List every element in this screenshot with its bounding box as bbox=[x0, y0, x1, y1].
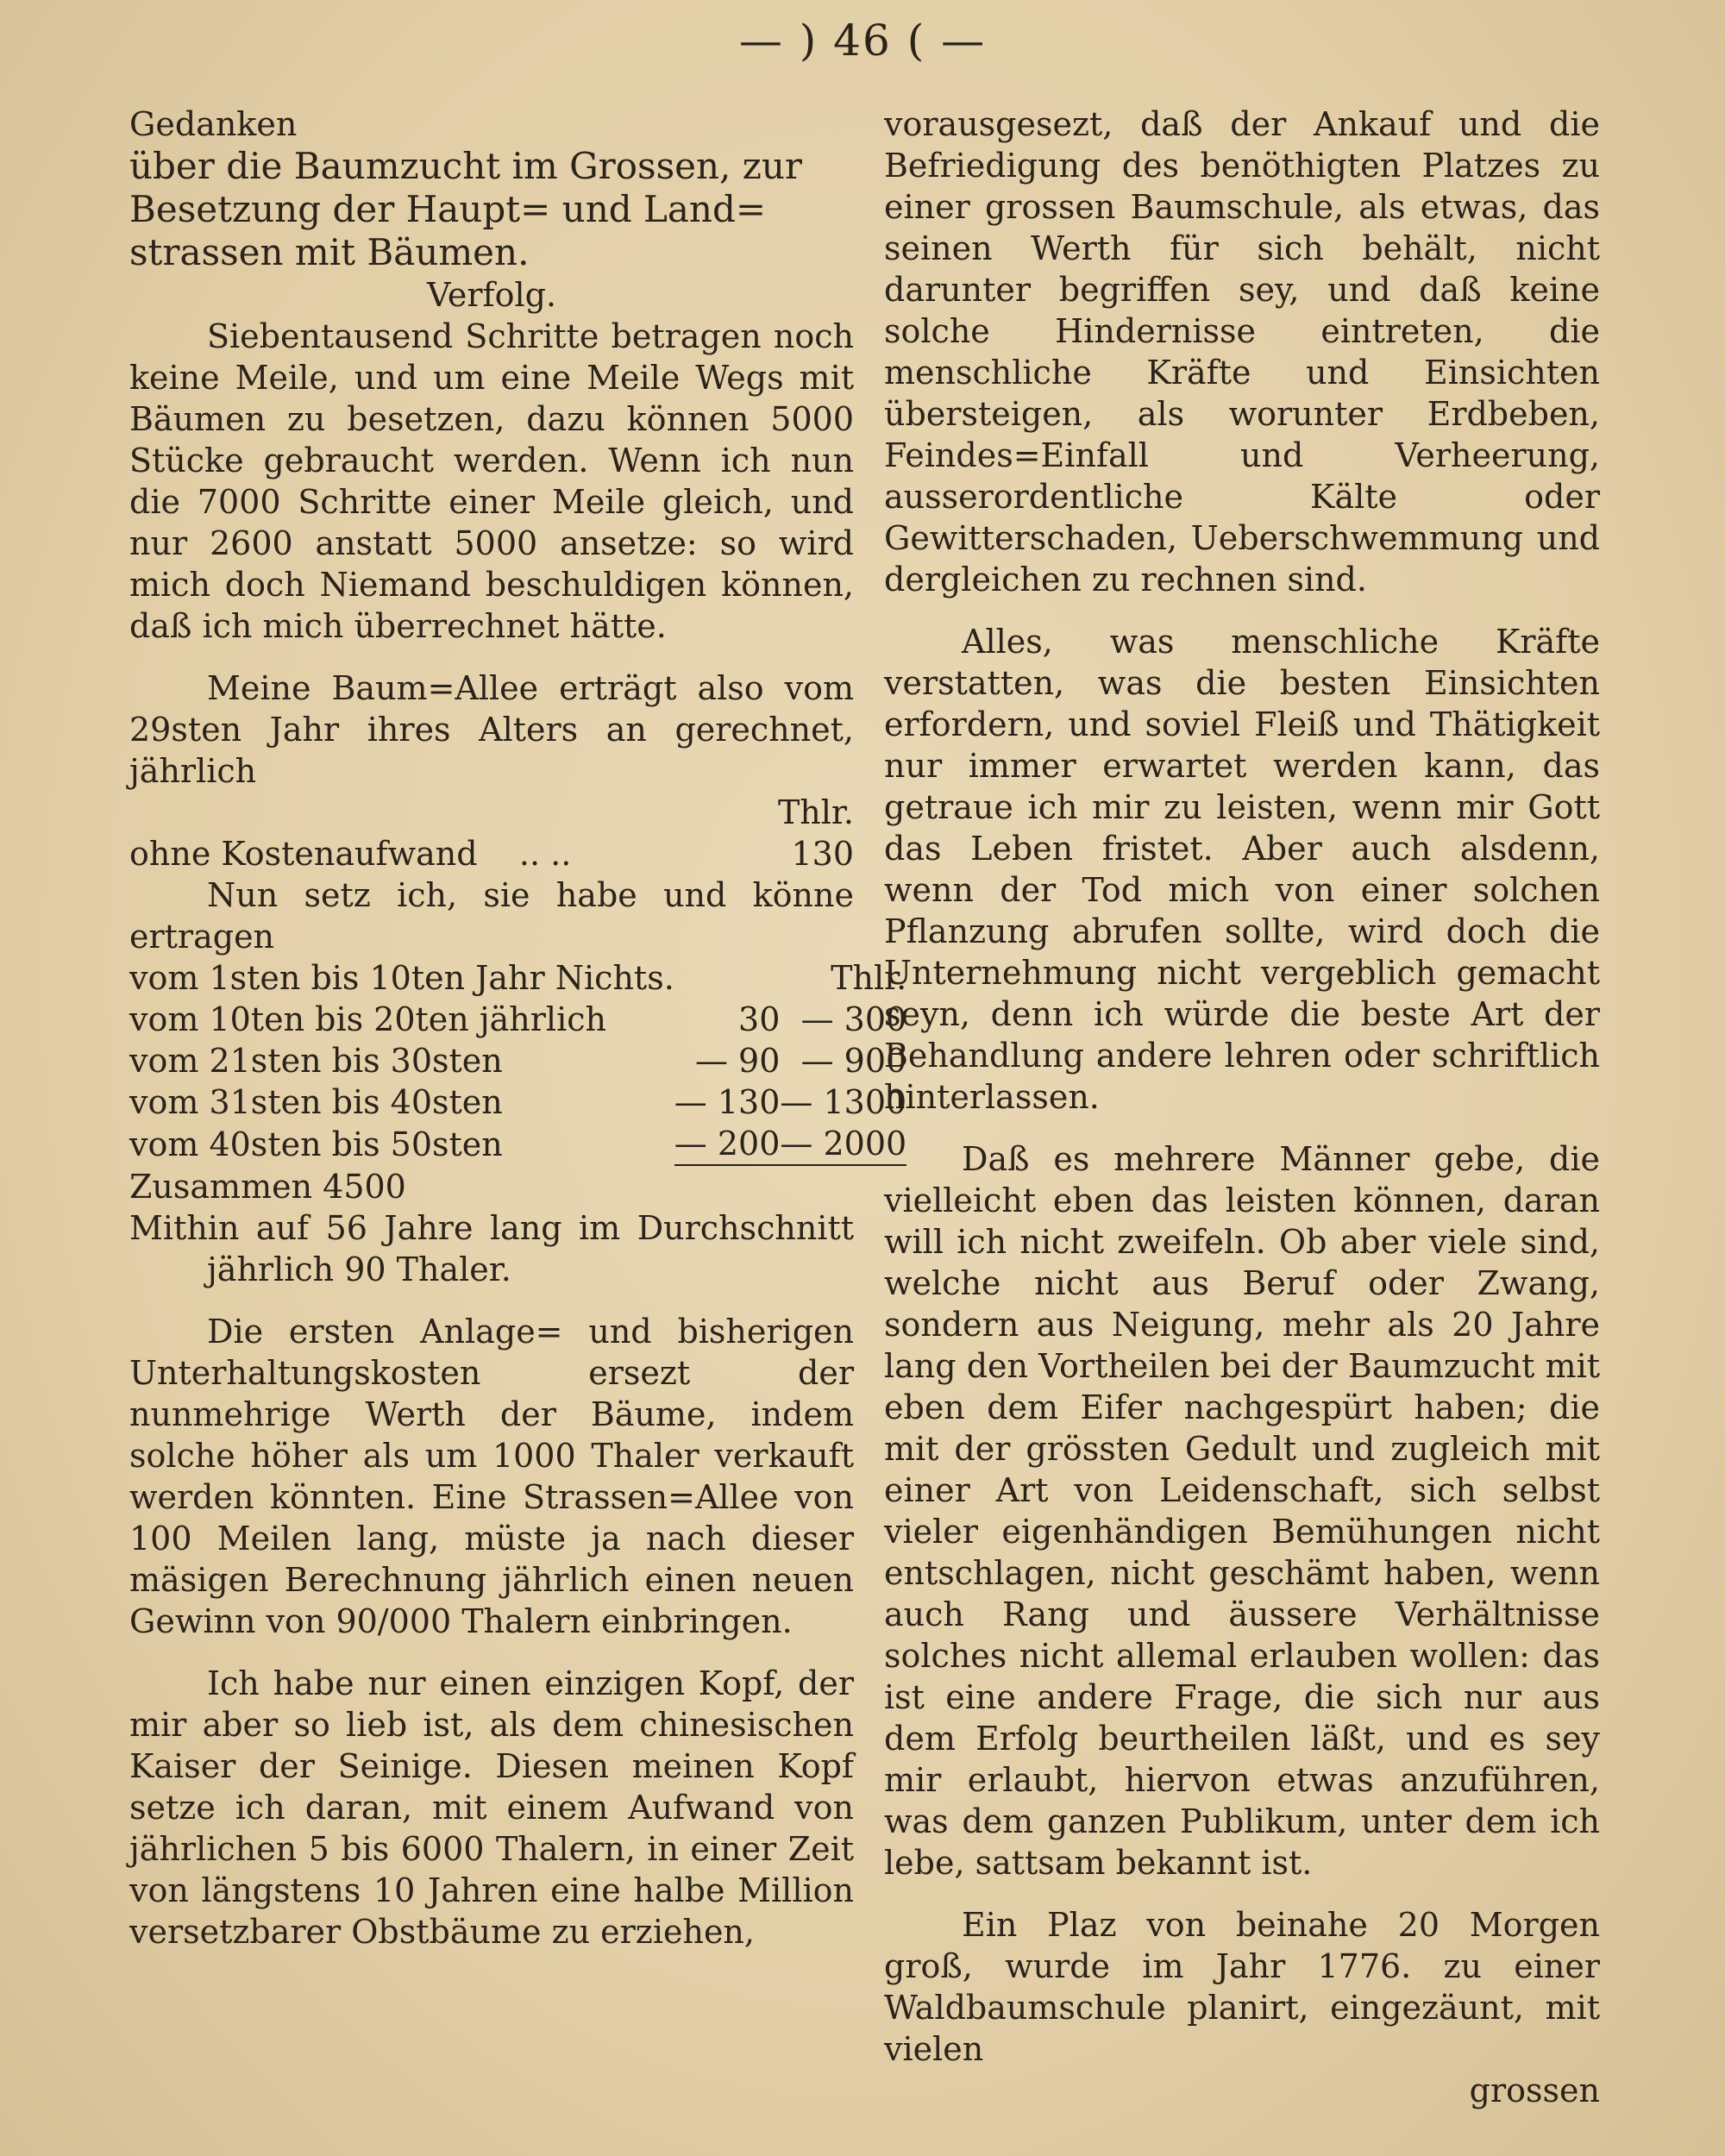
row-annual: — 200 bbox=[674, 1125, 781, 1163]
article-title-line-1: Gedanken bbox=[129, 105, 298, 143]
unit-thlr: Thlr. bbox=[777, 793, 854, 831]
row-total: — 2000 bbox=[780, 1125, 907, 1163]
row-annual: 30 bbox=[738, 1000, 781, 1038]
row-total: — 900 bbox=[800, 1042, 907, 1080]
table-row bbox=[129, 957, 906, 999]
row-label: vom 40sten bis 50sten bbox=[129, 1125, 503, 1163]
row-label: vom 21sten bis 30sten bbox=[129, 1042, 503, 1080]
row-annual: — 130 bbox=[674, 1083, 781, 1121]
article-subtitle: Verfolg. bbox=[426, 276, 557, 314]
catchword: grossen bbox=[1469, 2071, 1600, 2109]
article-title-line-2: über die Baumzucht im Grossen, zur bbox=[129, 145, 802, 187]
paragraph-all-forces: Alles, was menschliche Kräfte verstatten, was die besten Einsichten erfordern, und soviel Fleiß und Thätigkeit nur immer erwartet werden kann, das getraue ich mir zu leisten, wenn mir Gott das Leben fristet. Aber auch alsdenn, wenn der Tod mich von einer solchen Pflanzung abrufen sollte, wird doch die Unternehmung nicht vergeblich gemacht seyn, denn ich würde die beste Art der Behandlung andere lehren oder schriftlich hinterlassen. bbox=[884, 623, 1600, 1116]
yield-label: ohne Kostenaufwand .. .. bbox=[129, 835, 572, 873]
page-number-header: — ) 46 ( — bbox=[738, 16, 987, 66]
paragraph-steps-per-mile: Siebentausend Schritte betragen noch keine Meile, und um eine Meile Wegs mit Bäumen zu besetzen, dazu können 5000 Stücke gebraucht werden. Wenn ich nun die 7000 Schritte einer Meile gleich, und nur 2600 anstatt 5000 ansetze: so wird mich doch Niemand beschuldigen können, daß ich mich überrechnet hätte. bbox=[129, 317, 854, 645]
row-label: vom 1sten bis 10ten Jahr Nichts. bbox=[129, 959, 674, 997]
right-column bbox=[884, 103, 1600, 2111]
row-label: vom 10ten bis 20ten jährlich bbox=[129, 1000, 606, 1038]
table-total: Zusammen 4500 bbox=[129, 1168, 406, 1206]
left-column bbox=[129, 103, 907, 1952]
row-label: vom 31sten bis 40sten bbox=[129, 1083, 503, 1121]
paragraph-forest-nursery: Ein Plaz von beinahe 20 Morgen groß, wurde im Jahr 1776. zu einer Waldbaumschule planirt, eingezäunt, mit vielen bbox=[884, 1906, 1600, 2068]
paragraph-average: Mithin auf 56 Jahre lang im Durchschnitt jährlich 90 Thaler. bbox=[129, 1209, 854, 1288]
yield-table-base bbox=[129, 792, 854, 874]
paragraph-yield-assumption: Nun setz ich, sie habe und könne ertragen bbox=[129, 876, 854, 956]
yield-value: 130 bbox=[791, 835, 854, 873]
row-annual: — 90 bbox=[694, 1042, 781, 1080]
row-total: — 1300 bbox=[780, 1083, 907, 1121]
table-row bbox=[129, 1081, 906, 1123]
paragraph-other-men: Daß es mehrere Männer gebe, die vielleicht eben das leisten können, daran will ich nicht zweifeln. Ob aber viele sind, welche nicht aus Beruf oder Zwang, sondern aus Neigung, mehr als 20 Jahre lang den Vortheilen bei der Baumzucht mit eben dem Eifer nachgespürt haben; die mit der grössten Gedult und zugleich mit einer Art von Leidenschaft, sich selbst vieler eigenhändigen Bemühungen nicht entschlagen, nicht geschämt haben, wenn auch Rang und äussere Verhältnisse solches nicht allemal erlauben wollen: das ist eine andere Frage, die sich nur aus dem Erfolg beurtheilen läßt, und es sey mir erlaubt, hiervon etwas anzuführen, was dem ganzen Publikum, unter dem ich lebe, sattsam bekannt ist. bbox=[884, 1140, 1600, 1882]
table-row bbox=[129, 999, 906, 1040]
yield-schedule-table bbox=[129, 957, 906, 1166]
table-row bbox=[129, 1123, 906, 1165]
article-title-line-3: Besetzung der Haupt= und Land= bbox=[129, 188, 767, 230]
paragraph-provided: vorausgesezt, daß der Ankauf und die Befriedigung des benöthigten Platzes zu einer grossen Baumschule, als etwas, das seinen Werth für sich behält, nicht darunter begriffen sey, und daß keine solche Hindernisse eintreten, die menschliche Kräfte und Einsichten übersteigen, als worunter Erdbeben, Feindes=Einfall und Verheerung, ausserordentliche Kälte oder Gewitterschaden, Ueberschwemmung und dergleichen zu rechnen sind. bbox=[884, 105, 1600, 599]
article-title-line-4: strassen mit Bäumen. bbox=[129, 231, 530, 273]
paragraph-costs: Die ersten Anlage= und bisherigen Unterhaltungskosten ersezt der nunmehrige Werth der Bäume, indem solche höher als um 1000 Thaler verkauft werden könnten. Eine Strassen=Allee von 100 Meilen lang, müste ja nach dieser mäsigen Berechnung jährlich einen neuen Gewinn von 90/000 Thalern einbringen. bbox=[129, 1313, 854, 1640]
paragraph-yield-intro: Meine Baum=Allee erträgt also vom 29sten Jahr ihres Alters an gerechnet, jährlich bbox=[129, 669, 854, 790]
paragraph-head-wager: Ich habe nur einen einzigen Kopf, der mir aber so lieb ist, als dem chinesischen Kaiser der Seinige. Diesen meinen Kopf setze ich daran, mit einem Aufwand von jährlichen 5 bis 6000 Thalern, in einer Zeit von längstens 10 Jahren eine halbe Million versetzbarer Obstbäume zu erziehen, bbox=[129, 1664, 854, 1951]
table-row bbox=[129, 1040, 906, 1081]
row-total: — 300 bbox=[800, 1000, 907, 1038]
row-total: Thlr. bbox=[831, 959, 907, 997]
